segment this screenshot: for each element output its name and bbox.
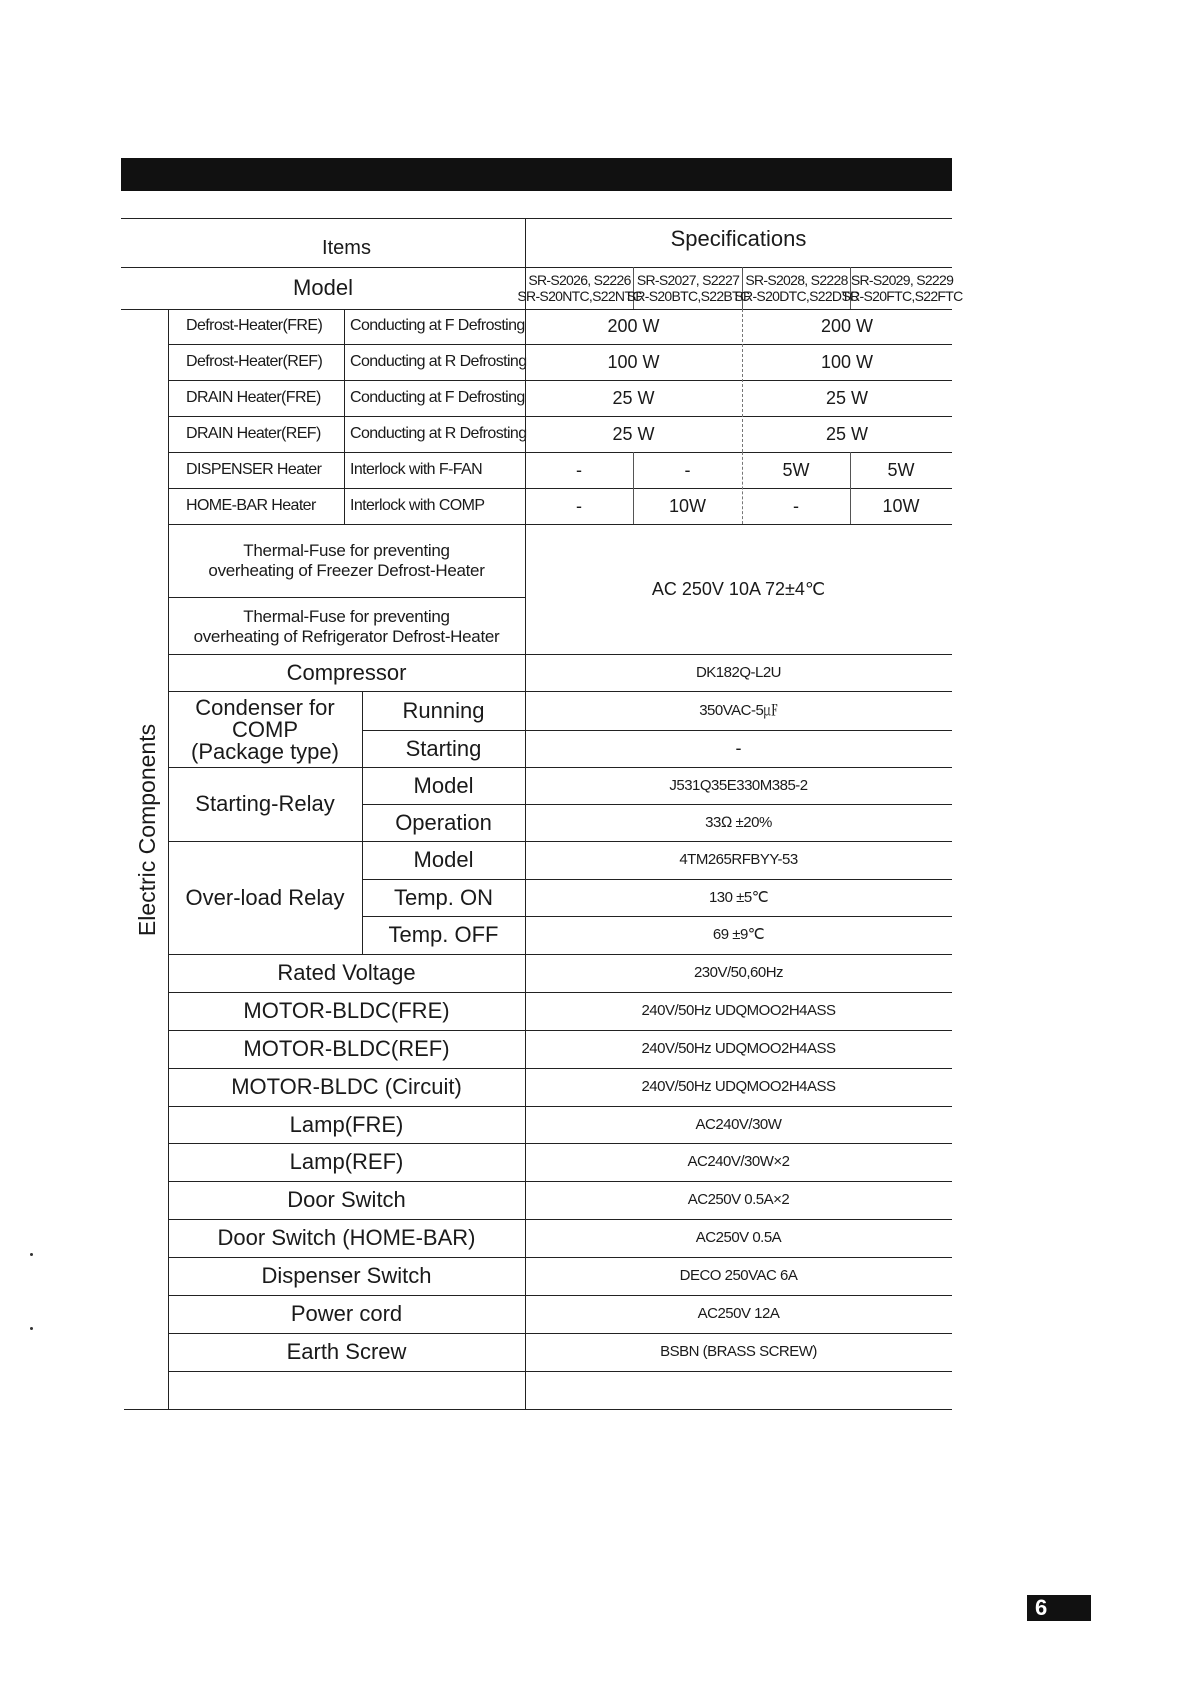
page-number: 6 [1027,1595,1091,1621]
dispenser-heater-v2: - [684,459,691,480]
model-col-3-line2: SR-S20DTC,S22DTC [734,288,859,304]
heater-spec-2b: 100 W [820,351,874,372]
dispenser-heater-name: DISPENSER Heater [186,460,322,478]
overload-relay-temp-off-spec: 69 ±9℃ [712,926,765,944]
row-spec: AC250V 0.5A [695,1229,782,1247]
row-spec: AC250V 12A [697,1305,780,1323]
thermal-fuse-refrigerator [168,600,525,654]
starting-relay-model-spec: J531Q35E330M385-2 [669,776,808,794]
items-header: Items [322,236,371,259]
row-spec: 230V/50,60Hz [693,964,784,982]
homebar-heater-condition: Interlock with COMP [350,496,485,514]
homebar-heater-v1: - [576,495,582,516]
overload-relay-model-spec: 4TM265RFBYY-53 [679,851,798,869]
heater-condition-4: Conducting at R Defrosting [350,424,527,442]
compressor-spec: DK182Q-L2U [695,663,782,681]
model-col-2-line2: SR-S20BTC,S22BTC [626,288,750,304]
thermal-fuse-freezer-line1: Thermal-Fuse for preventing [243,541,450,561]
row-label: Lamp(REF) [289,1149,404,1175]
scan-mark [30,1327,33,1330]
row-spec: 240V/50Hz UDQMOO2H4ASS [641,1078,836,1096]
model-header: Model [293,275,353,301]
row-label: MOTOR-BLDC (Circuit) [231,1074,462,1100]
scan-mark [30,1253,33,1256]
overload-relay-model-label: Model [413,847,474,873]
starting-relay-model-label: Model [413,772,474,798]
condenser-label-line3: (Package type) [191,739,339,764]
row-spec: AC240V/30W×2 [687,1153,790,1171]
row-label: Door Switch (HOME-BAR) [217,1225,476,1251]
row-label: Door Switch [287,1187,406,1213]
specifications-header: Specifications [670,226,807,252]
heater-spec-1a: 200 W [607,316,660,337]
model-col-4-line1: SR-S2029, S2229 [850,271,954,288]
condenser-running-label: Running [402,697,485,723]
row-label: Dispenser Switch [261,1263,432,1289]
heater-spec-4b: 25 W [825,423,868,444]
thermal-fuse-freezer [168,528,525,594]
condenser-starting-spec: - [735,738,742,759]
row-spec: DECO 250VAC 6A [679,1267,798,1285]
row-label: Earth Screw [286,1339,407,1365]
row-label: Rated Voltage [277,960,416,986]
heater-spec-4a: 25 W [612,423,655,444]
homebar-heater-v2: 10W [668,495,706,516]
dispenser-heater-v3: 5W [782,459,810,480]
heater-name-2: Defrost-Heater(REF) [186,352,323,370]
homebar-heater-v4: 10W [882,495,920,516]
heater-condition-3: Conducting at F Defrosting [350,388,525,406]
homebar-heater-v3: - [793,495,799,516]
dispenser-heater-v4: 5W [887,459,915,480]
model-col-1-line1: SR-S2026, S2226 [528,271,631,288]
compressor-label: Compressor [286,659,407,685]
condenser-label-line2: COMP [232,717,298,742]
row-label: MOTOR-BLDC(REF) [243,1036,450,1062]
row-spec: 240V/50Hz UDQMOO2H4ASS [641,1002,836,1020]
overload-relay-label: Over-load Relay [185,884,345,910]
model-col-2 [626,268,750,308]
starting-relay-operation-spec: 33Ω ±20% [705,813,772,831]
starting-relay-operation-label: Operation [395,809,492,835]
model-col-4-line2: SR-S20FTC,S22FTC [841,288,963,304]
overload-relay-temp-on-spec: 130 ±5℃ [708,888,769,906]
heater-name-3: DRAIN Heater(FRE) [186,388,321,406]
condenser-starting-label: Starting [405,735,482,761]
dispenser-heater-v1: - [576,459,582,480]
model-col-3-line1: SR-S2028, S2228 [745,271,848,288]
homebar-heater-name: HOME-BAR Heater [186,496,316,514]
condenser-running-spec: 350VAC-5㎌ [699,701,778,719]
model-col-2-line1: SR-S2027, S2227 [636,271,740,288]
row-label: Power cord [290,1301,403,1327]
heater-name-4: DRAIN Heater(REF) [186,424,321,442]
row-spec: AC250V 0.5A×2 [687,1191,790,1209]
row-spec: BSBN (BRASS SCREW) [660,1343,817,1361]
condenser-label [168,694,362,766]
heater-spec-3b: 25 W [825,387,868,408]
dispenser-heater-condition: Interlock with F-FAN [350,460,483,478]
heater-spec-3a: 25 W [612,387,655,408]
row-label: MOTOR-BLDC(FRE) [243,998,450,1024]
thermal-fuse-ref-line1: Thermal-Fuse for preventing [243,607,450,627]
heater-name-1: Defrost-Heater(FRE) [186,317,323,335]
thermal-fuse-ref-line2: overheating of Refrigerator Defrost-Heater [193,627,500,646]
overload-relay-temp-off-label: Temp. OFF [388,922,499,948]
starting-relay-label: Starting-Relay [195,791,335,817]
row-spec: 240V/50Hz UDQMOO2H4ASS [641,1040,836,1058]
condenser-label-line1: Condenser for [195,695,335,720]
row-spec: AC240V/30W [695,1115,782,1133]
heater-spec-1b: 200 W [820,316,874,337]
model-col-1 [517,268,642,308]
heater-condition-1: Conducting at F Defrosting [350,317,525,335]
section-title: Electric Components [133,723,160,937]
model-col-4 [841,268,963,308]
row-label: Lamp(FRE) [289,1111,404,1137]
header-bar [121,158,952,191]
model-col-3 [734,268,859,308]
overload-relay-temp-on-label: Temp. ON [393,884,494,910]
model-col-1-line2: SR-S20NTC,S22NTC [517,288,642,304]
heater-spec-2a: 100 W [607,351,660,372]
heater-condition-2: Conducting at R Defrosting [350,352,527,370]
thermal-fuse-spec: AC 250V 10A 72±4℃ [651,578,826,599]
thermal-fuse-freezer-line2: overheating of Freezer Defrost-Heater [208,561,485,580]
